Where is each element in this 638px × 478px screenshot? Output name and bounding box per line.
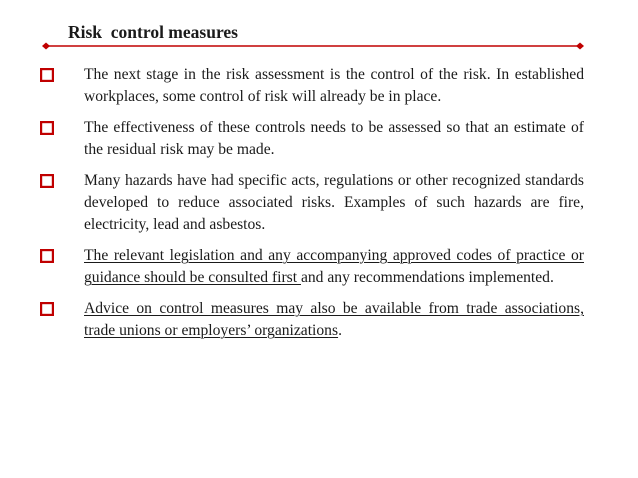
bullet-list xyxy=(38,64,584,350)
hollow-square-icon xyxy=(40,174,54,188)
hollow-square-icon xyxy=(40,68,54,82)
bullet-text: The effectiveness of these controls needs to be assessed so that an estimate of the residual risk may be made. xyxy=(84,118,584,159)
hollow-square-icon xyxy=(40,302,54,316)
slide-title: Risk control measures xyxy=(68,22,238,42)
bullet-item xyxy=(38,170,584,237)
divider-diamond-left xyxy=(42,43,50,50)
bullet-text: The next stage in the risk assessment is the control of the risk. In established workplaces, some control of risk will already be in place. xyxy=(84,66,584,106)
bullet-text: and any recommendations implemented. xyxy=(300,269,554,287)
bullet-text: . xyxy=(338,322,342,340)
bullet-text-underlined: Advice on control measures may also be available from trade associations, trade unions or employers’ organizations xyxy=(84,299,584,340)
bullet-text-underlined: The relevant legislation and any accompanying approved codes of practice or guidance should be consulted first xyxy=(84,246,584,287)
title-divider xyxy=(42,40,584,52)
bullet-item xyxy=(38,245,584,290)
hollow-square-icon xyxy=(40,121,54,135)
bullet-item xyxy=(38,64,584,109)
bullet-item xyxy=(38,298,584,343)
hollow-square-icon xyxy=(40,249,54,263)
bullet-item xyxy=(38,117,584,162)
bullet-text: Many hazards have had specific acts, regulations or other recognized standards developed to reduce associated risks. Examples of such hazards are fire, electricity, lead and asbestos. xyxy=(84,171,584,234)
divider-diamond-right xyxy=(576,43,584,50)
